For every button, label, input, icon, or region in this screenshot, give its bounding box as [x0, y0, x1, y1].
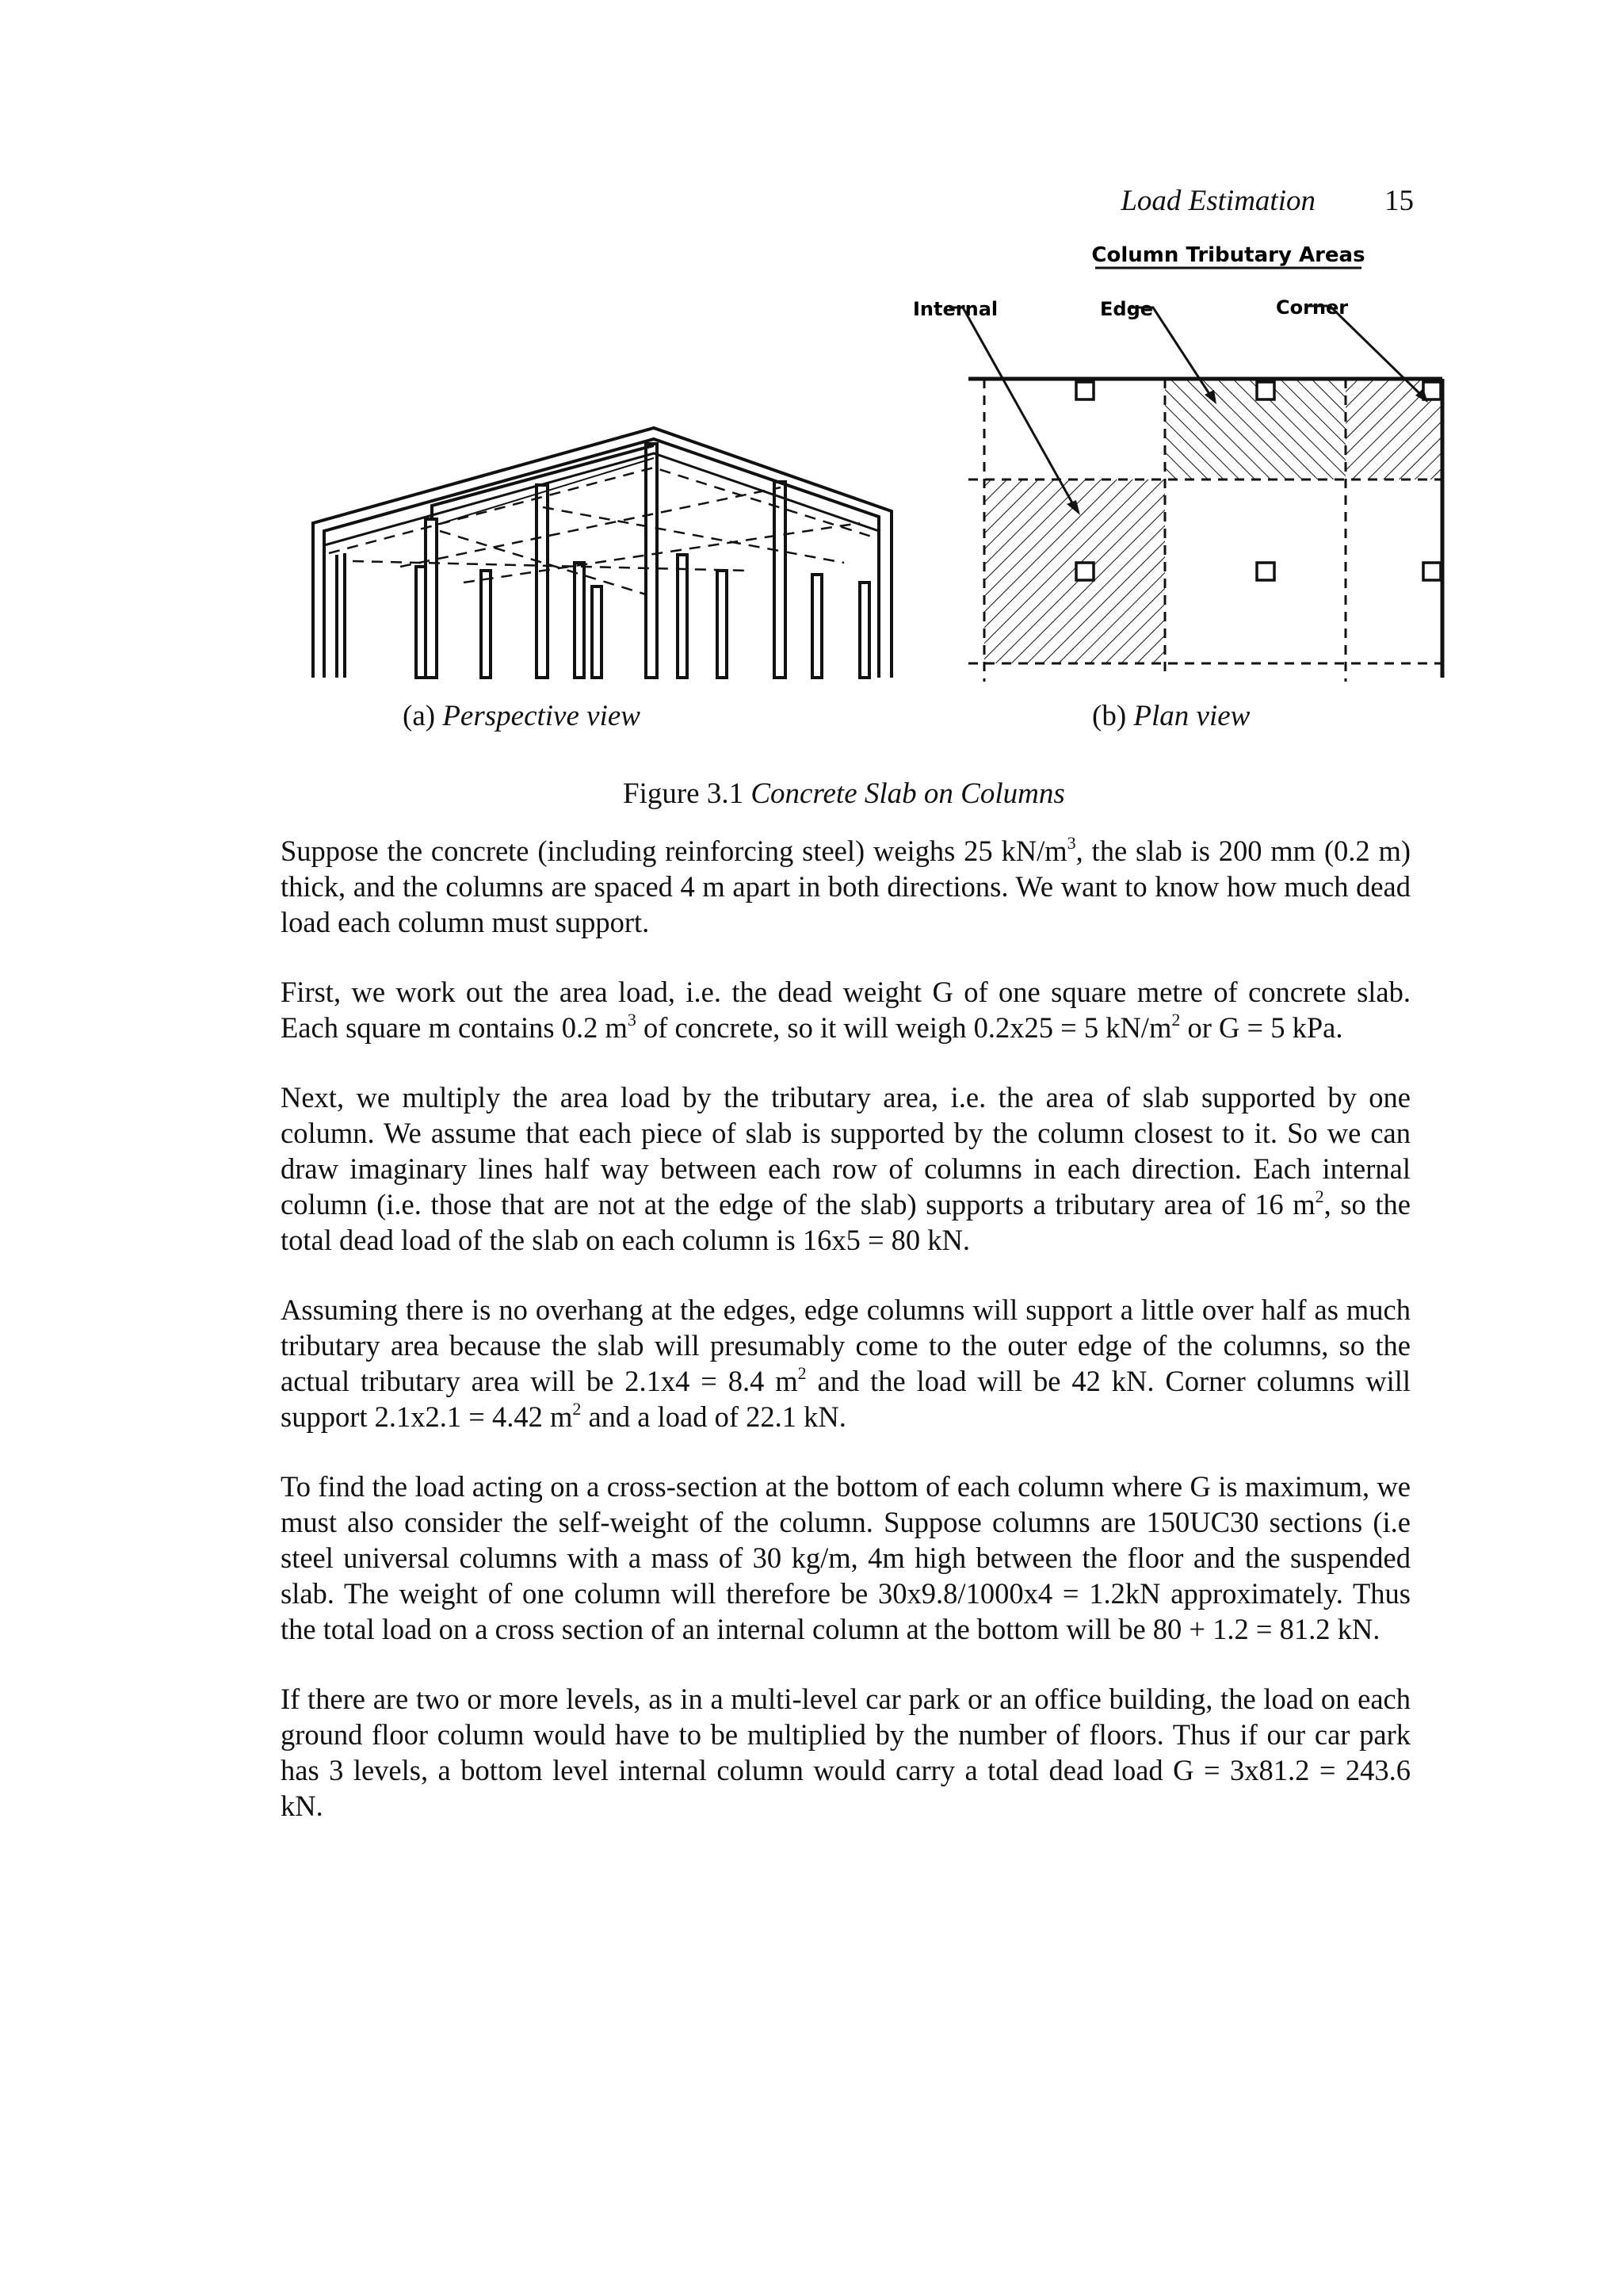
paragraph: Next, we multiply the area load by the tributary area, i.e. the area of slab supported by one column. We assume that each piece of slab is supported by the column closest to it. So we can draw imaginary lines half way between each row of columns in each direction. Each internal column (i.e. those that are not at the edge of the slab) supports a tributary area of 16 $m^2$, so the total dead load of the slab on each column is 16x5 = 80 kN.: [281, 1081, 1411, 1256]
label-internal: Internal: [913, 298, 999, 320]
plan-title: Column Tributary Areas: [1091, 243, 1365, 267]
column-square: [1423, 563, 1441, 580]
edge-tributary-area: [1165, 379, 1346, 479]
caption-plan-view: (b) Plan view: [1092, 700, 1251, 732]
paragraph: To find the load acting on a cross-section at the bottom of each column where G is maximum, we must also consider the self-weight of the column. Suppose columns are 150UC30 sections (i.e steel universal columns with a mass of 30 kg/m, 4m high between the floor and the suspended slab. The weight of one column will therefore be 30x9.8/1000x4 = 1.2kN approximately. Thus the total load on a cross section of an internal column at the bottom will be 80 + 1.2 = 81.2 kN.: [281, 1470, 1411, 1645]
paragraph: If there are two or more levels, as in a multi-level car park or an office building, the load on each ground floor column would have to be multiplied by the number of floors. Thus if our car park has 3 levels, a bottom level internal column would carry a total dead load G = 3x81.2 = 243.6 kN.: [281, 1683, 1411, 1822]
figure-caption: Figure 3.1 Concrete Slab on Columns: [623, 777, 1065, 810]
plan-view-drawing: [856, 238, 1482, 690]
perspective-view-drawing: [305, 412, 907, 682]
label-corner: Corner: [1276, 296, 1349, 319]
column-square: [1257, 563, 1274, 580]
column-square: [1076, 382, 1094, 399]
column-square: [1076, 563, 1094, 580]
paragraph: Suppose the concrete (including reinforcing steel) weighs 25 $kN/m^3$, the slab is 200 mm (0.2 m) thick, and the columns are spaced 4 m apart in both directions. We want to know how much dead load each column must support.: [281, 833, 1411, 938]
paragraph: First, we work out the area load, i.e. the dead weight G of one square metre of concrete slab. Each square m contains 0.2 $m^3$ of concrete, so it will weigh 0.2x25 = 5 $kN/m^2$ or G = 5 kPa.: [281, 976, 1411, 1044]
running-header: [1094, 184, 1426, 231]
body-text: [281, 833, 1411, 1858]
label-edge: Edge: [1100, 298, 1154, 320]
caption-perspective-view: (a) Perspective view: [403, 700, 640, 732]
section-title: Load Estimation: [1121, 185, 1316, 217]
page-number: 15: [1384, 185, 1414, 217]
column-square: [1257, 382, 1274, 399]
paragraph: Assuming there is no overhang at the edges, edge columns will support a little over half as much tributary area because the slab will presumably come to the outer edge of the columns, so the actual tributary area will be 2.1x4 = 8.4 $m^2$ and the load will be 42 kN. Corner columns will support 2.1x2.1 = 4.42 $m^2$ and a load of 22.1 kN.: [281, 1293, 1411, 1433]
